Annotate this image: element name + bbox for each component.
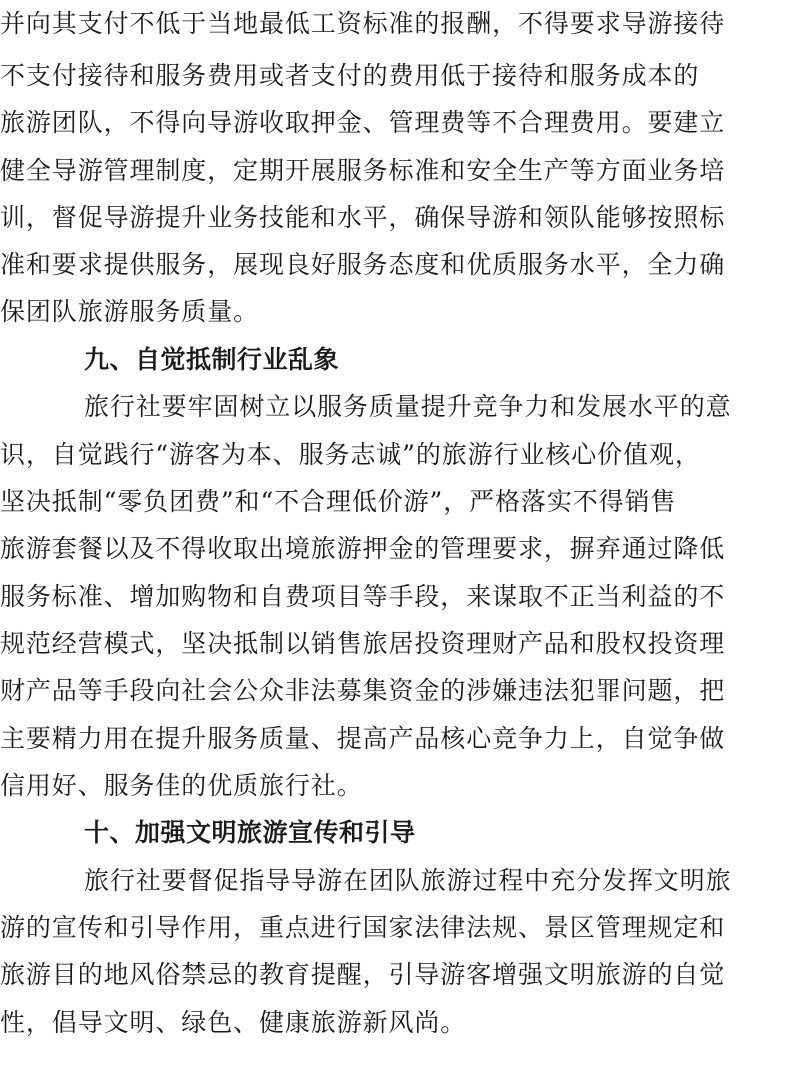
paragraph-line: 游的宣传和引导作用，重点进行国家法律法规、景区管理规定和 <box>0 913 726 942</box>
paragraph-line: 并向其支付不低于当地最低工资标准的报酬，不得要求导游接待 <box>0 9 726 38</box>
paragraph-line: 旅游套餐以及不得收取出境旅游押金的管理要求，摒弃通过降低 <box>0 534 726 563</box>
paragraph-line: 坚决抵制“零负团费”和“不合理低价游”，严格落实不得销售 <box>0 487 677 516</box>
paragraph-line: 识，自觉践行“游客为本、服务志诚”的旅游行业核心价值观， <box>0 440 701 469</box>
paragraph-line: 旅行社要牢固树立以服务质量提升竞争力和发展水平的意 <box>84 392 732 421</box>
paragraph-line: 性，倡导文明、绿色、健康旅游新风尚。 <box>0 1008 467 1037</box>
paragraph-line: 不支付接待和服务费用或者支付的费用低于接待和服务成本的 <box>0 61 700 90</box>
paragraph-line: 主要精力用在提升服务质量、提高产品核心竞争力上，自觉争做 <box>0 724 726 753</box>
paragraph-line: 训，督促导游提升业务技能和水平，确保导游和领队能够按照标 <box>0 203 726 232</box>
paragraph-line: 信用好、服务佳的优质旅行社。 <box>0 771 363 800</box>
paragraph-line: 健全导游管理制度，定期开展服务标准和安全生产等方面业务培 <box>0 156 726 185</box>
paragraph-line: 旅游目的地风俗禁忌的教育提醒，引导游客增强文明旅游的自觉 <box>0 960 726 989</box>
paragraph-line: 财产品等手段向社会公众非法募集资金的涉嫌违法犯罪问题，把 <box>0 676 726 705</box>
section-heading: 十、加强文明旅游宣传和引导 <box>84 818 416 847</box>
paragraph-line: 保团队旅游服务质量。 <box>0 297 260 326</box>
paragraph-line: 旅行社要督促指导导游在团队旅游过程中充分发挥文明旅 <box>84 866 732 895</box>
paragraph-line: 旅游团队，不得向导游收取押金、管理费等不合理费用。要建立 <box>0 108 726 137</box>
section-heading: 九、自觉抵制行业乱象 <box>84 345 340 374</box>
paragraph-line: 规范经营模式，坚决抵制以销售旅居投资理财产品和股权投资理 <box>0 629 726 658</box>
paragraph-line: 服务标准、增加购物和自费项目等手段，来谋取不正当利益的不 <box>0 582 726 611</box>
paragraph-line: 准和要求提供服务，展现良好服务态度和优质服务水平，全力确 <box>0 250 726 279</box>
